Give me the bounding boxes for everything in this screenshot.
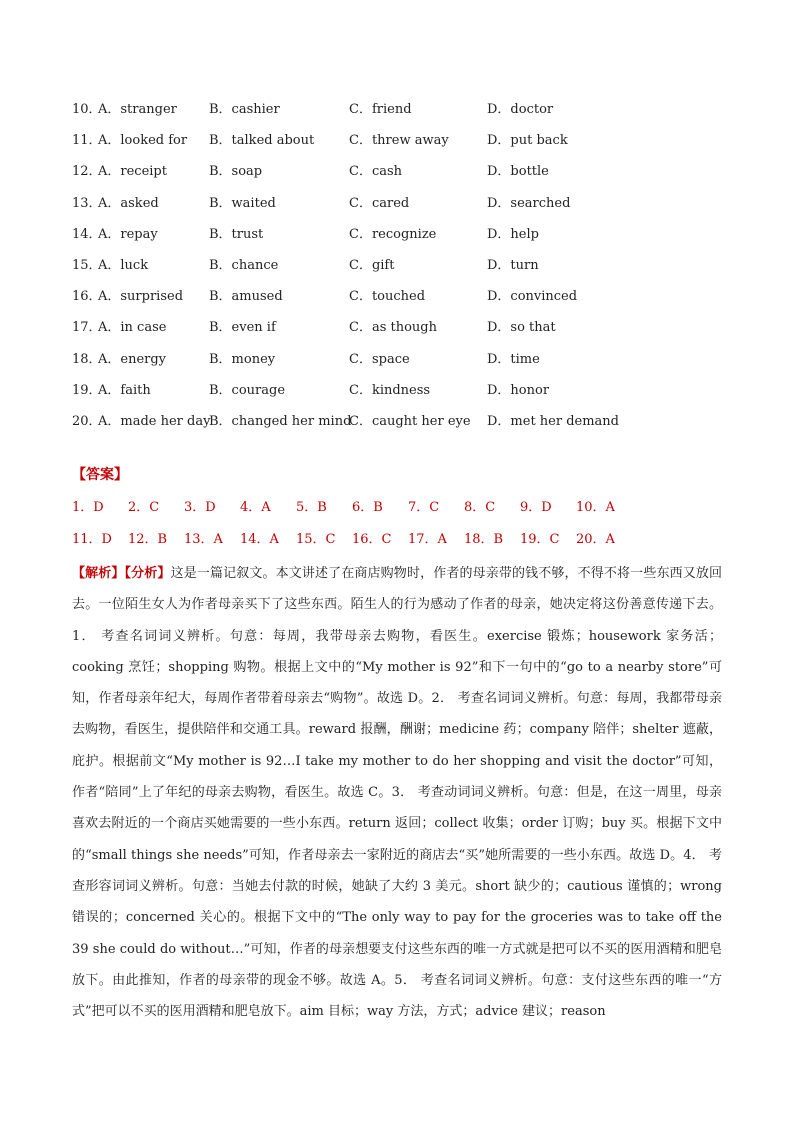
option-row <box>72 287 722 318</box>
answer-item: 7．C <box>408 500 440 515</box>
answer-item: 8．C <box>464 500 496 515</box>
answer-key <box>72 496 722 559</box>
option-d: D．so that <box>487 320 556 336</box>
answer-heading: 【答案】 <box>72 467 128 483</box>
question-number: 11． <box>72 133 102 149</box>
option-d: D．met her demand <box>487 413 619 429</box>
option-a: A．looked for <box>98 133 188 149</box>
option-a: A．repay <box>98 226 158 242</box>
question-number: 10． <box>72 102 102 117</box>
option-d: D．time <box>487 351 540 367</box>
option-a: A．surprised <box>98 289 184 305</box>
option-b: B．cashier <box>209 102 280 117</box>
option-row <box>72 225 722 256</box>
question-number: 15． <box>72 257 102 273</box>
option-a: A．made her day <box>98 413 211 429</box>
option-d: D．bottle <box>487 164 549 180</box>
option-b: B．talked about <box>209 133 315 149</box>
question-number: 19． <box>72 382 102 398</box>
answer-item: 10．A <box>576 500 615 515</box>
option-c: C．caught her eye <box>349 413 471 429</box>
option-row <box>72 256 722 287</box>
answer-item: 13．A <box>184 531 223 547</box>
option-b: B．changed her mind <box>209 413 352 429</box>
option-d: D．doctor <box>487 102 554 117</box>
option-row <box>72 350 722 381</box>
question-number: 13． <box>72 195 102 211</box>
answer-item: 12．B <box>128 531 168 547</box>
option-list <box>72 100 722 443</box>
answer-row <box>72 496 722 528</box>
option-d: D．convinced <box>487 289 578 305</box>
option-b: B．trust <box>209 226 264 242</box>
answer-item: 11．D <box>72 531 112 547</box>
question-number: 16． <box>72 289 102 305</box>
option-a: A．stranger <box>98 102 177 117</box>
answer-item: 19．C <box>520 531 560 547</box>
option-c: C．space <box>349 351 410 367</box>
option-b: B．soap <box>209 164 263 180</box>
question-number: 20． <box>72 413 102 429</box>
option-c: C．gift <box>349 257 395 273</box>
option-d: D．honor <box>487 382 550 398</box>
answer-item: 1．D <box>72 500 104 515</box>
option-c: C．recognize <box>349 226 437 242</box>
answer-item: 14．A <box>240 531 279 547</box>
option-b: B．even if <box>209 320 276 336</box>
option-a: A．energy <box>98 351 167 367</box>
answer-item: 18．B <box>464 531 504 547</box>
option-b: B．waited <box>209 195 276 211</box>
analysis-text: 这是一篇记叙文。本文讲述了在商店购物时，作者的母亲带的钱不够，不得不将一些东西又放回去。一位陌生女人为作者母亲买下了这些东西。陌生人的行为感动了作者的母亲，她决定将这份善意传递下去。1． 考查名词词义辨析。句意：每周，我带母亲去购物，看医生。exercise 锻炼；housework 家务活；cooking 烹饪；shopping 购物。根据上文中的“My mother is 92”和下一句中的“go to a nearby store”可知，作者母亲年纪大，每周作者带着母亲去“购物”。故选 D。2． 考查名词词义辨析。句意：每周，我都带母亲去购物，看医生，提供陪伴和交通工具。reward 报酬，酬谢；medicine 药；company 陪伴；shelter 遮蔽，庇护。根据前文“My mother is 92…I take my mother to do her shopping and visit the doctor”可知，作者“陪同”上了年纪的母亲去购物，看医生。故选 C。3． 考查动词词义辨析。句意：但是，在这一周里，母亲喜欢去附近的一个商店买她需要的一些小东西。return 返回；collect 收集；order 订购；buy 买。根据下文中的“small things she needs”可知，作者母亲去一家附近的商店去“买”她所需要的一些小东西。故选 D。4． 考查形容词词义辨析。句意：当她去付款的时候，她缺了大约 3 美元。short 缺少的；cautious 谨慎的；wrong 错误的；concerned 关心的。根据下文中的“The only way to pay for the groceries was to take off the 39 she could do without…”可知，作者的母亲想要支付这些东西的唯一方式就是把可以不买的医用酒精和肥皂放下。由此推知，作者的母亲带的现金不够。故选 A。5． 考查名词词义辨析。句意：支付这些东西的唯一“方式”把可以不买的医用酒精和肥皂放下。aim 目标；way 方法，方式；advice 建议；reason <box>72 566 722 1020</box>
option-c: C．cash <box>349 164 403 180</box>
answer-item: 20．A <box>576 531 615 547</box>
analysis-tag: 【解析】【分析】 <box>72 566 171 581</box>
answer-row <box>72 528 722 560</box>
option-row <box>72 131 722 162</box>
option-c: C．threw away <box>349 133 449 149</box>
answer-item: 2．C <box>128 500 160 515</box>
option-b: B．courage <box>209 382 286 398</box>
question-number: 18． <box>72 351 102 367</box>
answer-item: 5．B <box>296 500 327 515</box>
option-row <box>72 412 722 443</box>
option-row <box>72 162 722 193</box>
option-a: A．luck <box>98 257 149 273</box>
analysis-paragraph <box>72 558 722 1027</box>
answer-item: 17．A <box>408 531 447 547</box>
answer-item: 16．C <box>352 531 392 547</box>
option-c: C．cared <box>349 195 410 211</box>
option-b: B．money <box>209 351 276 367</box>
option-d: D．turn <box>487 257 539 273</box>
option-b: B．amused <box>209 289 283 305</box>
option-c: C．friend <box>349 102 412 117</box>
answer-item: 15．C <box>296 531 336 547</box>
option-a: A．asked <box>98 195 159 211</box>
option-row <box>72 100 722 131</box>
option-d: D．put back <box>487 133 568 149</box>
question-number: 12． <box>72 164 102 180</box>
option-row <box>72 194 722 225</box>
option-d: D．searched <box>487 195 571 211</box>
option-c: C．kindness <box>349 382 431 398</box>
question-number: 17． <box>72 320 102 336</box>
option-row <box>72 318 722 349</box>
option-c: C．as though <box>349 320 437 336</box>
answer-item: 9．D <box>520 500 552 515</box>
option-a: A．faith <box>98 382 151 398</box>
option-c: C．touched <box>349 289 426 305</box>
option-d: D．help <box>487 226 539 242</box>
option-a: A．receipt <box>98 164 167 180</box>
answer-item: 4．A <box>240 500 271 515</box>
question-number: 14． <box>72 226 102 242</box>
answer-item: 6．B <box>352 500 383 515</box>
answer-item: 3．D <box>184 500 216 515</box>
option-b: B．chance <box>209 257 279 273</box>
option-row <box>72 381 722 412</box>
option-a: A．in case <box>98 320 167 336</box>
